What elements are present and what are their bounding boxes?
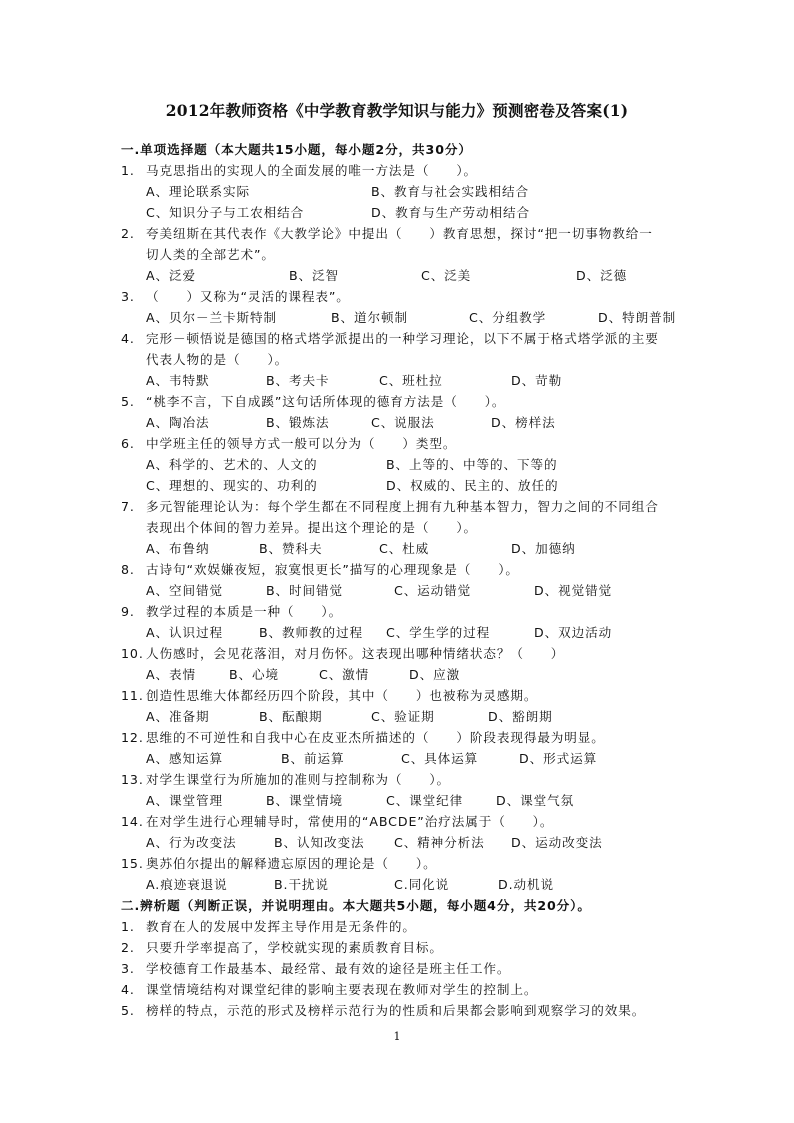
question-number: 12. bbox=[121, 730, 144, 745]
question-text: 夸美纽斯在其代表作《大教学论》中提出（ ）教育思想，探讨“把一切事物教给一 bbox=[146, 226, 653, 241]
option-a: A、理论联系实际 bbox=[146, 184, 250, 199]
option-a: A、韦特默 bbox=[146, 373, 210, 388]
question-text: 创造性思维大体都经历四个阶段，其中（ ）也被称为灵感期。 bbox=[146, 688, 538, 703]
question-text: 思维的不可逆性和自我中心在皮亚杰所描述的（ ）阶段表现得最为明显。 bbox=[146, 730, 605, 745]
item-number: 1. bbox=[121, 919, 135, 934]
question-text: 教学过程的本质是一种（ ）。 bbox=[146, 604, 343, 619]
option-d: D、运动改变法 bbox=[511, 835, 603, 850]
item-text: 只要升学率提高了，学校就实现的素质教育目标。 bbox=[146, 940, 443, 955]
option-c: C、说服法 bbox=[371, 415, 435, 430]
option-c: C、课堂纪律 bbox=[386, 793, 464, 808]
option-b: B、上等的、中等的、下等的 bbox=[386, 457, 558, 472]
question-number: 11. bbox=[121, 688, 144, 703]
question-number: 13. bbox=[121, 772, 144, 787]
option-b: B、赞科夫 bbox=[259, 541, 323, 556]
option-a: A、准备期 bbox=[146, 709, 210, 724]
question-text-continued: 表现出个体间的智力差异。提出这个理论的是（ ）。 bbox=[146, 520, 478, 535]
option-d: D、苛勒 bbox=[511, 373, 563, 388]
option-b: B、考夫卡 bbox=[266, 373, 330, 388]
option-c: C、激情 bbox=[319, 667, 370, 682]
option-a: A、贝尔－兰卡斯特制 bbox=[146, 310, 277, 325]
item-text: 榜样的特点，示范的形式及榜样示范行为的性质和后果都会影响到观察学习的效果。 bbox=[146, 1003, 646, 1018]
option-d: D、泛德 bbox=[576, 268, 628, 283]
item-number: 4. bbox=[121, 982, 135, 997]
option-d: D、豁朗期 bbox=[488, 709, 553, 724]
section1-heading: 一.单项选择题（本大题共15小题，每小题2分，共30分） bbox=[121, 142, 472, 157]
item-number: 5. bbox=[121, 1003, 135, 1018]
option-d: D、榜样法 bbox=[491, 415, 556, 430]
item-text: 学校德育工作最基本、最经常、最有效的途径是班主任工作。 bbox=[146, 961, 511, 976]
question-number: 8. bbox=[121, 562, 135, 577]
option-d: D、应激 bbox=[409, 667, 461, 682]
option-b: B、泛智 bbox=[289, 268, 340, 283]
option-c: C、理想的、现实的、功利的 bbox=[146, 478, 318, 493]
question-number: 14. bbox=[121, 814, 144, 829]
question-text: 对学生课堂行为所施加的准则与控制称为（ ）。 bbox=[146, 772, 451, 787]
option-a: A.痕迹衰退说 bbox=[146, 877, 228, 892]
item-number: 3. bbox=[121, 961, 135, 976]
option-b: B、前运算 bbox=[281, 751, 345, 766]
question-text: 完形－顿悟说是德国的格式塔学派提出的一种学习理论，以下不属于格式塔学派的主要 bbox=[146, 331, 659, 346]
document-title: 2012年教师资格《中学教育教学知识与能力》预测密卷及答案(1) bbox=[165, 101, 629, 120]
option-b: B、教育与社会实践相结合 bbox=[371, 184, 529, 199]
section2-heading: 二.辨析题（判断正误，并说明理由。本大题共5小题，每小题4分，共20分）。 bbox=[121, 898, 591, 913]
option-d: D、加德纳 bbox=[511, 541, 576, 556]
question-text: “桃李不言，下自成蹊”这句话所体现的德育方法是（ ）。 bbox=[146, 394, 506, 409]
question-number: 4. bbox=[121, 331, 135, 346]
option-c: C、精神分析法 bbox=[394, 835, 485, 850]
option-d: D、课堂气氛 bbox=[496, 793, 575, 808]
option-b: B、教师教的过程 bbox=[259, 625, 363, 640]
question-text-continued: 代表人物的是（ ）。 bbox=[146, 352, 289, 367]
question-text: 马克思指出的实现人的全面发展的唯一方法是（ ）。 bbox=[146, 163, 478, 178]
option-c: C.同化说 bbox=[394, 877, 450, 892]
option-a: A、行为改变法 bbox=[146, 835, 237, 850]
option-b: B、道尔顿制 bbox=[331, 310, 409, 325]
option-b: B.干扰说 bbox=[274, 877, 329, 892]
item-text: 课堂情境结构对课堂纪律的影响主要表现在教师对学生的控制上。 bbox=[146, 982, 538, 997]
page-number: 1 bbox=[393, 1030, 401, 1043]
option-a: A、泛爱 bbox=[146, 268, 196, 283]
option-a: A、陶冶法 bbox=[146, 415, 210, 430]
option-b: B、心境 bbox=[229, 667, 280, 682]
option-d: D、形式运算 bbox=[519, 751, 598, 766]
question-text: 奥苏伯尔提出的解释遗忘原因的理论是（ ）。 bbox=[146, 856, 437, 871]
item-number: 2. bbox=[121, 940, 135, 955]
option-c: C、验证期 bbox=[371, 709, 435, 724]
question-text: 古诗句“欢娱嫌夜短，寂寞恨更长”描写的心理现象是（ ）。 bbox=[146, 562, 519, 577]
option-c: C、杜威 bbox=[379, 541, 430, 556]
question-number: 9. bbox=[121, 604, 135, 619]
option-b: B、锻炼法 bbox=[266, 415, 330, 430]
question-text: 中学班主任的领导方式一般可以分为（ ）类型。 bbox=[146, 436, 457, 451]
question-number: 3. bbox=[121, 289, 135, 304]
question-number: 10. bbox=[121, 646, 144, 661]
option-d: D、教育与生产劳动相结合 bbox=[371, 205, 531, 220]
option-c: C、分组教学 bbox=[469, 310, 547, 325]
question-number: 5. bbox=[121, 394, 135, 409]
question-number: 1. bbox=[121, 163, 135, 178]
option-b: B、认知改变法 bbox=[274, 835, 365, 850]
option-c: C、知识分子与工农相结合 bbox=[146, 205, 305, 220]
question-number: 7. bbox=[121, 499, 135, 514]
option-d: D.动机说 bbox=[498, 877, 554, 892]
item-text: 教育在人的发展中发挥主导作用是无条件的。 bbox=[146, 919, 416, 934]
question-text: （ ）又称为“灵活的课程表”。 bbox=[146, 289, 350, 304]
option-c: C、泛美 bbox=[421, 268, 472, 283]
option-a: A、认识过程 bbox=[146, 625, 223, 640]
option-d: D、权威的、民主的、放任的 bbox=[386, 478, 559, 493]
option-c: C、运动错觉 bbox=[394, 583, 472, 598]
option-d: D、双边活动 bbox=[534, 625, 613, 640]
option-d: D、特朗普制 bbox=[598, 310, 677, 325]
option-a: A、课堂管理 bbox=[146, 793, 223, 808]
option-b: B、时间错觉 bbox=[266, 583, 344, 598]
question-text: 多元智能理论认为：每个学生都在不同程度上拥有九种基本智力，智力之间的不同组合 bbox=[146, 499, 659, 514]
option-c: C、学生学的过程 bbox=[386, 625, 491, 640]
option-b: B、课堂情境 bbox=[266, 793, 344, 808]
option-a: A、表情 bbox=[146, 667, 196, 682]
question-text: 人伤感时，会见花落泪，对月伤怀。这表现出哪种情绪状态？（ ） bbox=[146, 646, 565, 661]
question-number: 2. bbox=[121, 226, 135, 241]
option-a: A、科学的、艺术的、人文的 bbox=[146, 457, 318, 472]
option-d: D、视觉错觉 bbox=[534, 583, 613, 598]
option-c: C、班杜拉 bbox=[379, 373, 443, 388]
question-text-continued: 切人类的全部艺术”。 bbox=[146, 247, 275, 262]
option-c: C、具体运算 bbox=[401, 751, 479, 766]
option-b: B、酝酿期 bbox=[259, 709, 323, 724]
question-number: 15. bbox=[121, 856, 144, 871]
option-a: A、布鲁纳 bbox=[146, 541, 210, 556]
option-a: A、空间错觉 bbox=[146, 583, 223, 598]
question-number: 6. bbox=[121, 436, 135, 451]
option-a: A、感知运算 bbox=[146, 751, 223, 766]
question-text: 在对学生进行心理辅导时，常使用的“ABCDE”治疗法属于（ ）。 bbox=[146, 814, 554, 829]
